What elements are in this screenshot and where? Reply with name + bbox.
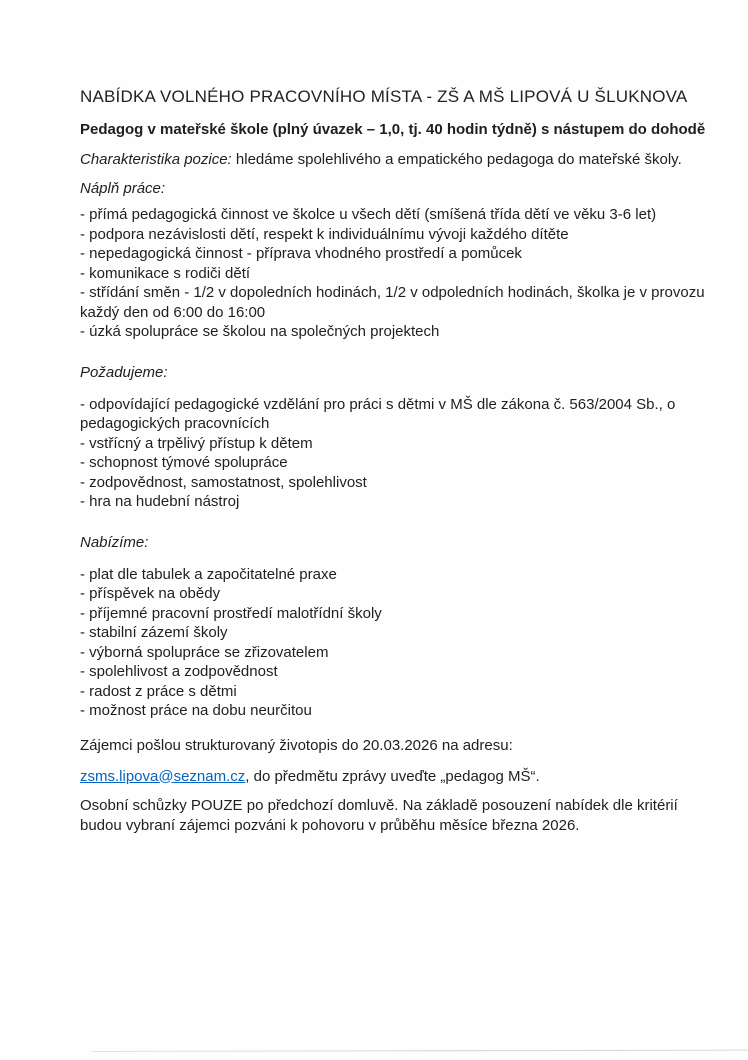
list-item: - úzká spolupráce se školou na společných projektech [80,323,440,340]
characteristic-line [80,150,712,169]
meeting-note: Osobní schůzky POUZE po předchozí domluvě. Na základě posouzení nabídek dle kritérií budou vybraní zájemci pozváni k pohovoru v průběhu měsíce března 2026. [80,796,678,834]
list-item: - výborná spolupráce se zřizovatelem [80,643,329,661]
email-note: , do předmětu zprávy uveďte „pedagog MŠ“. [245,767,540,785]
section-heading-offer: Nabízíme: [80,533,149,551]
email-link[interactable]: zsms.lipova@seznam.cz [80,767,246,785]
list-item: - příjemné pracovní prostředí malotřídní školy [80,604,382,622]
scan-artifact-line [92,1050,748,1052]
application-email-line [80,767,712,786]
position-line: Pedagog v mateřské škole (plný úvazek – 1,0, tj. 40 hodin týdně) s nástupem do dohodě [80,121,706,138]
list-item: - plat dle tabulek a započitatelné praxe [80,565,337,583]
list-item: - přímá pedagogická činnost ve školce u všech dětí (smíšená třída dětí ve věku 3-6 let) [80,206,657,223]
list-item: - komunikace s rodiči dětí [80,264,251,282]
list-item: - hra na hudební nástroj [80,493,240,510]
list-item: - nepedagogická činnost - příprava vhodného prostředí a pomůcek [80,245,522,262]
section-heading-duties: Náplň práce: [80,180,166,197]
document-content [80,86,712,846]
list-item: - schopnost týmové spolupráce [80,454,288,471]
list-item: - stabilní zázemí školy [80,624,228,641]
list-item: - spolehlivost a zodpovědnost [80,663,278,680]
list-item: - vstřícný a trpělivý přístup k dětem [80,434,313,452]
list-item: - podpora nezávislosti dětí, respekt k individuálnímu vývoji každého dítěte [80,225,569,243]
list-item: - odpovídající pedagogické vzdělání pro práci s dětmi v MŠ dle zákona č. 563/2004 Sb., o pedagogických pracovnících [80,395,676,432]
page-title: NABÍDKA VOLNÉHO PRACOVNÍHO MÍSTA - ZŠ A MŠ LIPOVÁ U ŠLUKNOVA [80,87,688,106]
list-item: - příspěvek na obědy [80,585,221,602]
section-heading-requirements: Požadujeme: [80,363,168,381]
characteristic-label: Charakteristika pozice: [80,151,232,168]
list-item: - radost z práce s dětmi [80,682,237,700]
characteristic-text: hledáme spolehlivého a empatického pedagoga do mateřské školy. [231,151,682,168]
list-item: - možnost práce na dobu neurčitou [80,702,312,719]
list-item: - zodpovědnost, samostatnost, spolehlivost [80,473,367,491]
duties-list [80,205,712,342]
offer-list [80,565,712,721]
application-deadline-line: Zájemci pošlou strukturovaný životopis do 20.03.2026 na adresu: [80,736,513,754]
list-item: - střídání směn - 1/2 v dopoledních hodinách, 1/2 v odpoledních hodinách, školka je v provozu každý den od 6:00 do 16:00 [80,284,705,321]
requirements-list [80,395,712,512]
